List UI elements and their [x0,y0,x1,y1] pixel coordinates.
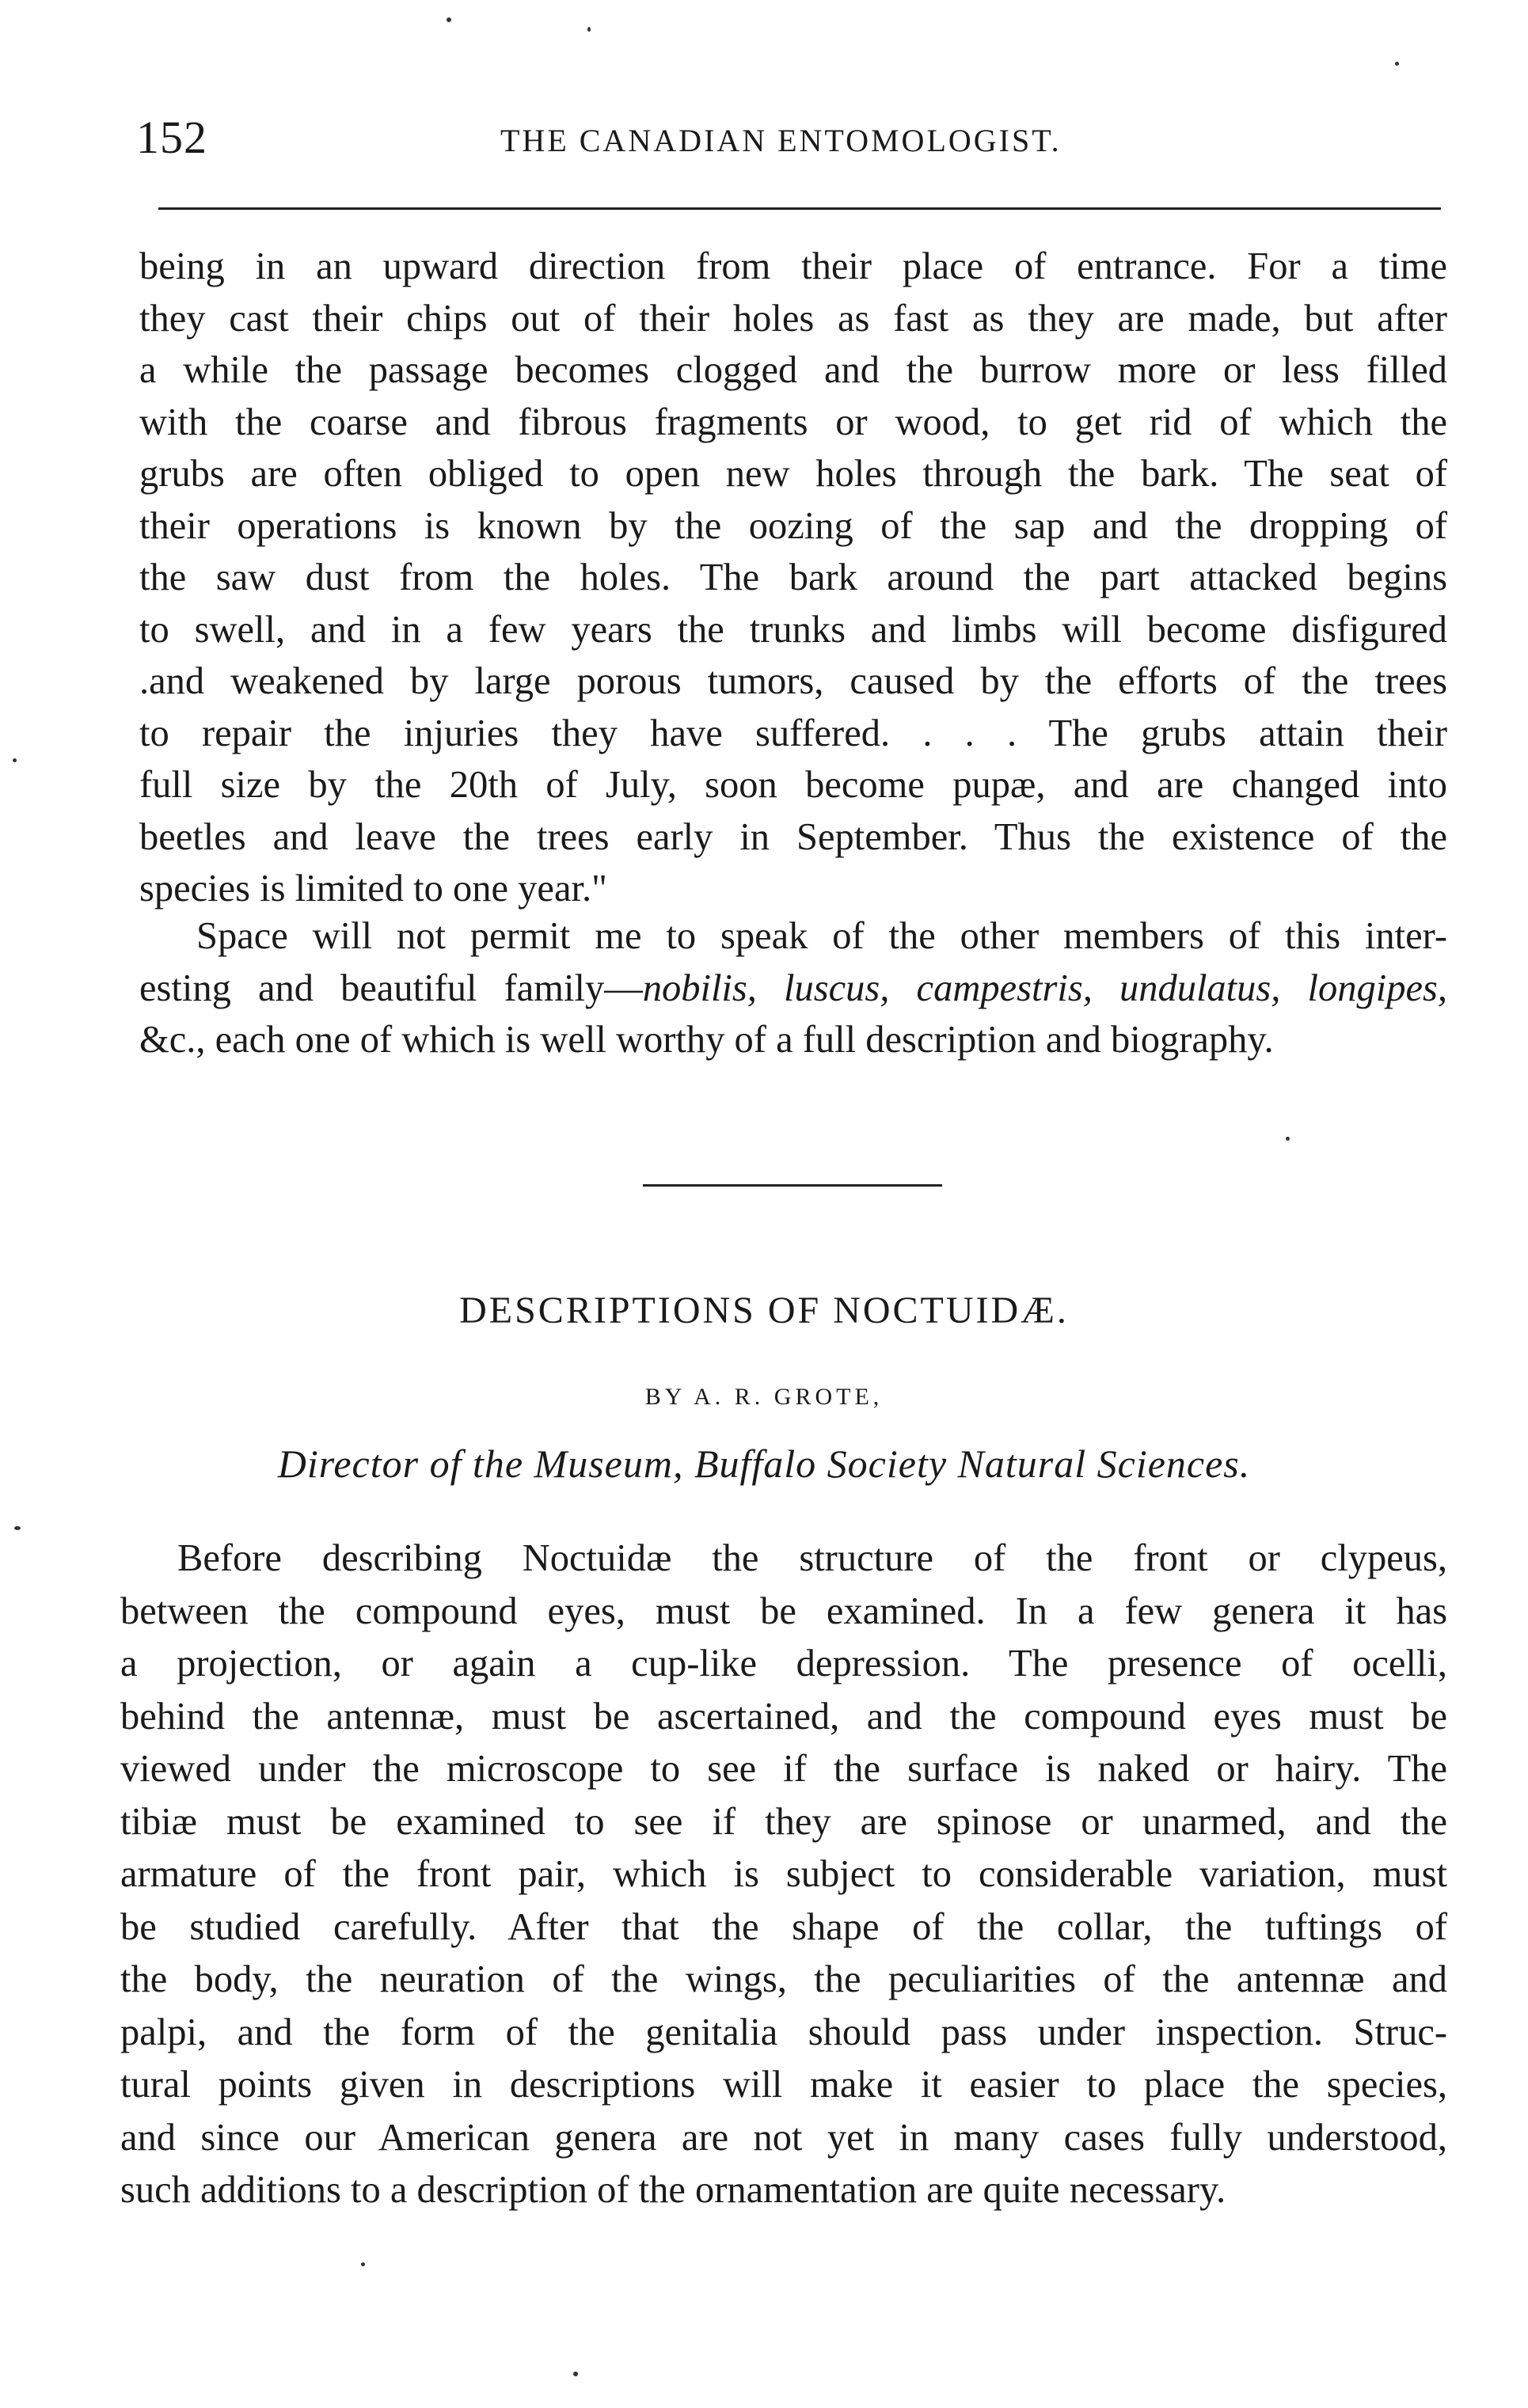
text-line: &c., each one of which is well worthy of a full description and biography. [139,1019,1274,1061]
page-header [136,111,1442,174]
text-line: .and weakened by large porous tumors, caused by the efforts of the trees [139,660,1447,702]
text-line: armature of the front pair, which is subject to considerable variation, must [120,1853,1447,1895]
text-line: grubs are often obliged to open new holes through the bark. The seat of [139,453,1447,495]
text-line: the saw dust from the holes. The bark around the part attacked begins [139,556,1447,598]
print-speck [573,2372,578,2376]
text-line: Space will not permit me to speak of the other members of this inter- [196,915,1447,957]
species-name: undulatus, [1119,967,1281,1009]
text-line: and since our American genera are not yet in many cases fully understood, [120,2116,1447,2159]
header-rule [158,207,1441,210]
text-line: Before describing Noctuidæ the structure of the front or clypeus, [177,1537,1447,1579]
text-line: the body, the neuration of the wings, the peculiarities of the antennæ and [120,1958,1447,2000]
text-line: to repair the injuries they have suffered. . . . The grubs attain their [139,712,1447,754]
article-title: DESCRIPTIONS OF NOCTUIDÆ. [459,1289,1069,1331]
article-byline: BY A. R. GROTE, [644,1384,884,1410]
text-line: palpi, and the form of the genitalia should pass under inspection. Struc- [120,2011,1447,2053]
text-fragment: esting and beautiful family— [139,967,643,1009]
text-line: a while the passage becomes clogged and the burrow more or less filled [139,349,1447,391]
text-line: being in an upward direction from their place of entrance. For a time [139,245,1447,287]
text-line: they cast their chips out of their holes as fast as they are made, but after [139,297,1447,340]
text-line: tural points given in descriptions will make it easier to place the species, [120,2064,1447,2106]
print-speck [361,2262,365,2266]
author-affiliation: Director of the Museum, Buffalo Society Natural Sciences. [277,1441,1251,1486]
text-line-species [139,963,1447,1015]
continuation-paragraph [139,241,1447,915]
species-name: campestris, [916,967,1093,1009]
text-line: full size by the 20th of July, soon become pupæ, and are changed into [139,764,1447,806]
text-line: such additions to a description of the ornamentation are quite necessary. [120,2169,1226,2211]
text-line: with the coarse and fibrous fragments or wood, to get rid of which the [139,401,1447,443]
text-line: a projection, or again a cup-like depression. The presence of ocelli, [120,1643,1447,1684]
page-number: 152 [136,112,207,163]
text-line: to swell, and in a few years the trunks and limbs will become disfigured [139,608,1447,651]
text-line: behind the antennæ, must be ascertained, and the compound eyes must be [120,1695,1447,1738]
print-speck [587,27,591,32]
text-line: beetles and leave the trees early in September. Thus the existence of the [139,815,1447,858]
text-line: viewed under the microscope to see if the surface is naked or hairy. The [120,1748,1447,1790]
print-speck [447,17,451,22]
print-speck [13,758,17,762]
print-speck [1395,62,1399,66]
print-speck [14,1526,21,1530]
text-line: their operations is known by the oozing of the sap and the dropping of [139,504,1447,547]
running-head: THE CANADIAN ENTOMOLOGIST. [500,123,1062,158]
text-line: species is limited to one year." [139,868,607,910]
closing-paragraph [139,910,1447,1066]
text-line: be studied carefully. After that the shape of the collar, the tuftings of [120,1905,1447,1948]
print-speck [1286,1137,1290,1141]
text-line: tibiæ must be examined to see if they are spinose or unarmed, and the [120,1800,1447,1843]
species-name: longipes, [1307,967,1448,1009]
section-divider [643,1184,942,1187]
species-name: luscus, [784,967,890,1009]
text-line: between the compound eyes, must be examined. In a few genera it has [120,1590,1447,1632]
species-name: nobilis, [642,967,757,1009]
article-paragraph [120,1533,1447,2217]
